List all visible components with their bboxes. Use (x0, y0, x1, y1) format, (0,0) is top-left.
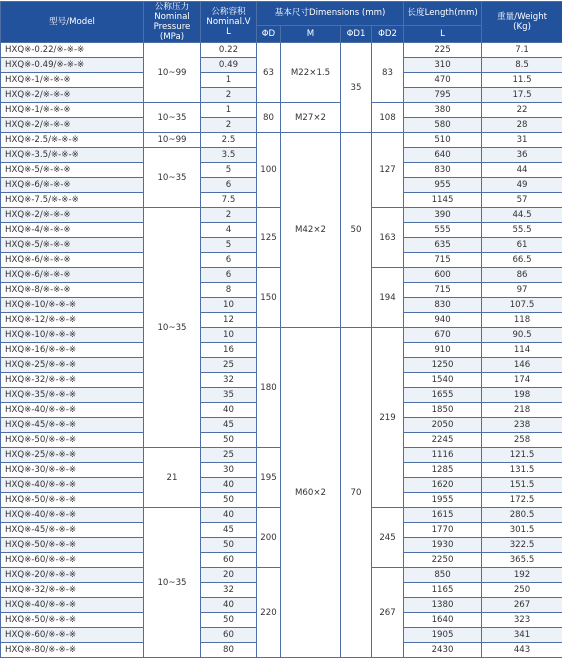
length-cell: 1615 (404, 508, 482, 523)
phi-d2-cell: 219 (372, 328, 404, 508)
volume-cell: 50 (201, 493, 257, 508)
model-cell: HXQ※-1/※-※-※ (1, 73, 144, 88)
model-cell: HXQ※-50/※-※-※ (1, 613, 144, 628)
weight-cell: 322.5 (482, 538, 562, 553)
length-cell: 2245 (404, 433, 482, 448)
volume-cell: 30 (201, 463, 257, 478)
length-cell: 1250 (404, 358, 482, 373)
weight-cell: 44.5 (482, 208, 562, 223)
volume-cell: 6 (201, 253, 257, 268)
model-cell: HXQ※-80/※-※-※ (1, 643, 144, 658)
header-pressure-line: (MPa) (159, 32, 185, 42)
volume-cell: 2 (201, 88, 257, 103)
length-cell: 555 (404, 223, 482, 238)
length-cell: 940 (404, 313, 482, 328)
pressure-cell: 10~99 (144, 43, 201, 103)
weight-cell: 17.5 (482, 88, 562, 103)
thread-m-cell: M42×2 (281, 133, 341, 328)
weight-cell: 443 (482, 643, 562, 658)
header-model: 型号/Model (1, 2, 144, 43)
length-cell: 830 (404, 163, 482, 178)
weight-cell: 192 (482, 568, 562, 583)
volume-cell: 10 (201, 328, 257, 343)
length-cell: 225 (404, 43, 482, 58)
volume-cell: 6 (201, 268, 257, 283)
pressure-cell: 10~35 (144, 148, 201, 208)
phi-d-cell: 195 (257, 448, 281, 508)
model-cell: HXQ※-1/※-※-※ (1, 103, 144, 118)
model-cell: HXQ※-2/※-※-※ (1, 118, 144, 133)
weight-cell: 114 (482, 343, 562, 358)
volume-cell: 50 (201, 538, 257, 553)
volume-cell: 50 (201, 613, 257, 628)
volume-cell: 6 (201, 178, 257, 193)
model-cell: HXQ※-45/※-※-※ (1, 523, 144, 538)
weight-cell: 238 (482, 418, 562, 433)
volume-cell: 60 (201, 553, 257, 568)
weight-cell: 323 (482, 613, 562, 628)
pressure-cell: 10~99 (144, 133, 201, 148)
weight-cell: 198 (482, 388, 562, 403)
header-pressure-line: 公称压力 (154, 2, 190, 12)
phi-d2-cell: 108 (372, 103, 404, 133)
phi-d1-cell: 50 (341, 133, 372, 328)
phi-d2-cell: 83 (372, 43, 404, 103)
weight-cell: 146 (482, 358, 562, 373)
length-cell: 1116 (404, 448, 482, 463)
length-cell: 2250 (404, 553, 482, 568)
phi-d-cell: 80 (257, 103, 281, 133)
model-cell: HXQ※-12/※-※-※ (1, 313, 144, 328)
weight-cell: 7.1 (482, 43, 562, 58)
thread-m-cell: M22×1.5 (281, 43, 341, 103)
volume-cell: 25 (201, 358, 257, 373)
weight-cell: 218 (482, 403, 562, 418)
volume-cell: 1 (201, 73, 257, 88)
weight-cell: 86 (482, 268, 562, 283)
length-cell: 715 (404, 283, 482, 298)
model-cell: HXQ※-45/※-※-※ (1, 418, 144, 433)
length-cell: 390 (404, 208, 482, 223)
weight-cell: 151.5 (482, 478, 562, 493)
volume-cell: 40 (201, 598, 257, 613)
length-cell: 1955 (404, 493, 482, 508)
table-row (1, 43, 562, 58)
table-header (1, 2, 562, 43)
phi-d2-cell: 163 (372, 208, 404, 268)
model-cell: HXQ※-3.5/※-※-※ (1, 148, 144, 163)
volume-cell: 25 (201, 448, 257, 463)
phi-d2-cell: 127 (372, 133, 404, 208)
phi-d-cell: 100 (257, 133, 281, 208)
length-cell: 470 (404, 73, 482, 88)
volume-cell: 0.49 (201, 58, 257, 73)
phi-d1-cell: 70 (341, 328, 372, 658)
phi-d2-cell: 194 (372, 268, 404, 328)
length-cell: 1540 (404, 373, 482, 388)
weight-cell: 121.5 (482, 448, 562, 463)
volume-cell: 2 (201, 208, 257, 223)
model-cell: HXQ※-60/※-※-※ (1, 553, 144, 568)
volume-cell: 4 (201, 223, 257, 238)
volume-cell: 3.5 (201, 148, 257, 163)
volume-cell: 7.5 (201, 193, 257, 208)
model-cell: HXQ※-8/※-※-※ (1, 283, 144, 298)
model-cell: HXQ※-25/※-※-※ (1, 358, 144, 373)
pressure-cell: 10~35 (144, 508, 201, 658)
header-pressure (144, 2, 201, 43)
phi-d-cell: 63 (257, 43, 281, 103)
header-volume-line: Nominal.V (206, 17, 251, 27)
header-dimensions: 基本尺寸Dimensions (mm) (257, 2, 404, 26)
weight-cell: 61 (482, 238, 562, 253)
model-cell: HXQ※-50/※-※-※ (1, 493, 144, 508)
length-cell: 380 (404, 103, 482, 118)
header-weight-line: 重量/Weight (497, 12, 548, 22)
volume-cell: 8 (201, 283, 257, 298)
phi-d-cell: 220 (257, 568, 281, 658)
weight-cell: 44 (482, 163, 562, 178)
length-cell: 1905 (404, 628, 482, 643)
volume-cell: 40 (201, 508, 257, 523)
weight-cell: 90.5 (482, 328, 562, 343)
length-cell: 635 (404, 238, 482, 253)
phi-d2-cell: 267 (372, 568, 404, 658)
header-volume-line: L (226, 27, 231, 37)
length-cell: 2430 (404, 643, 482, 658)
thread-m-cell: M60×2 (281, 328, 341, 658)
length-cell: 1285 (404, 463, 482, 478)
model-cell: HXQ※-50/※-※-※ (1, 538, 144, 553)
table-row (1, 103, 562, 118)
phi-d-cell: 180 (257, 328, 281, 448)
model-cell: HXQ※-20/※-※-※ (1, 568, 144, 583)
volume-cell: 20 (201, 568, 257, 583)
pressure-cell: 21 (144, 448, 201, 508)
volume-cell: 45 (201, 418, 257, 433)
length-cell: 310 (404, 58, 482, 73)
volume-cell: 35 (201, 388, 257, 403)
volume-cell: 5 (201, 163, 257, 178)
volume-cell: 50 (201, 433, 257, 448)
weight-cell: 267 (482, 598, 562, 613)
length-cell: 955 (404, 178, 482, 193)
header-weight (482, 2, 562, 43)
model-cell: HXQ※-30/※-※-※ (1, 463, 144, 478)
length-cell: 1145 (404, 193, 482, 208)
model-cell: HXQ※-7.5/※-※-※ (1, 193, 144, 208)
model-cell: HXQ※-40/※-※-※ (1, 403, 144, 418)
volume-cell: 0.22 (201, 43, 257, 58)
volume-cell: 12 (201, 313, 257, 328)
volume-cell: 45 (201, 523, 257, 538)
model-cell: HXQ※-2/※-※-※ (1, 208, 144, 223)
weight-cell: 57 (482, 193, 562, 208)
weight-cell: 31 (482, 133, 562, 148)
model-cell: HXQ※-5/※-※-※ (1, 163, 144, 178)
weight-cell: 11.5 (482, 73, 562, 88)
weight-cell: 258 (482, 433, 562, 448)
model-cell: HXQ※-50/※-※-※ (1, 433, 144, 448)
model-cell: HXQ※-2.5/※-※-※ (1, 133, 144, 148)
table-body (1, 43, 562, 658)
model-cell: HXQ※-40/※-※-※ (1, 508, 144, 523)
header-phi-d: ΦD (257, 25, 281, 42)
model-cell: HXQ※-16/※-※-※ (1, 343, 144, 358)
length-cell: 910 (404, 343, 482, 358)
model-cell: HXQ※-10/※-※-※ (1, 298, 144, 313)
length-cell: 1640 (404, 613, 482, 628)
phi-d2-cell: 245 (372, 508, 404, 568)
thread-m-cell: M27×2 (281, 103, 341, 133)
length-cell: 830 (404, 298, 482, 313)
phi-d1-cell: 35 (341, 43, 372, 133)
length-cell: 580 (404, 118, 482, 133)
volume-cell: 80 (201, 643, 257, 658)
weight-cell: 8.5 (482, 58, 562, 73)
header-phi-d1: ΦD1 (341, 25, 372, 42)
model-cell: HXQ※-0.22/※-※-※ (1, 43, 144, 58)
pressure-cell: 10~35 (144, 208, 201, 448)
length-cell: 600 (404, 268, 482, 283)
length-cell: 1770 (404, 523, 482, 538)
volume-cell: 60 (201, 628, 257, 643)
header-phi-d2: ΦD2 (372, 25, 404, 42)
weight-cell: 107.5 (482, 298, 562, 313)
volume-cell: 5 (201, 238, 257, 253)
model-cell: HXQ※-40/※-※-※ (1, 598, 144, 613)
weight-cell: 28 (482, 118, 562, 133)
length-cell: 1930 (404, 538, 482, 553)
model-cell: HXQ※-6/※-※-※ (1, 253, 144, 268)
length-cell: 510 (404, 133, 482, 148)
table-row (1, 328, 562, 343)
weight-cell: 280.5 (482, 508, 562, 523)
pressure-cell: 10~35 (144, 103, 201, 133)
header-m: M (281, 25, 341, 42)
model-cell: HXQ※-40/※-※-※ (1, 478, 144, 493)
header-pressure-line: Pressure (153, 22, 191, 32)
model-cell: HXQ※-25/※-※-※ (1, 448, 144, 463)
volume-cell: 32 (201, 373, 257, 388)
header-pressure-line: Nominal (154, 12, 190, 22)
length-cell: 2050 (404, 418, 482, 433)
header-volume (201, 2, 257, 43)
model-cell: HXQ※-32/※-※-※ (1, 373, 144, 388)
phi-d-cell: 150 (257, 268, 281, 328)
length-cell: 1655 (404, 388, 482, 403)
model-cell: HXQ※-6/※-※-※ (1, 178, 144, 193)
accumulator-spec-table (0, 1, 562, 658)
volume-cell: 2 (201, 118, 257, 133)
weight-cell: 301.5 (482, 523, 562, 538)
model-cell: HXQ※-6/※-※-※ (1, 268, 144, 283)
volume-cell: 10 (201, 298, 257, 313)
model-cell: HXQ※-60/※-※-※ (1, 628, 144, 643)
length-cell: 1165 (404, 583, 482, 598)
volume-cell: 1 (201, 103, 257, 118)
model-cell: HXQ※-0.49/※-※-※ (1, 58, 144, 73)
weight-cell: 49 (482, 178, 562, 193)
spec-table-wrapper (0, 1, 562, 658)
weight-cell: 66.5 (482, 253, 562, 268)
weight-cell: 55.5 (482, 223, 562, 238)
model-cell: HXQ※-5/※-※-※ (1, 238, 144, 253)
weight-cell: 365.5 (482, 553, 562, 568)
model-cell: HXQ※-35/※-※-※ (1, 388, 144, 403)
volume-cell: 40 (201, 403, 257, 418)
model-cell: HXQ※-32/※-※-※ (1, 583, 144, 598)
header-weight-line: (Kg) (513, 22, 531, 32)
weight-cell: 22 (482, 103, 562, 118)
length-cell: 715 (404, 253, 482, 268)
length-cell: 1850 (404, 403, 482, 418)
weight-cell: 36 (482, 148, 562, 163)
weight-cell: 131.5 (482, 463, 562, 478)
volume-cell: 2.5 (201, 133, 257, 148)
weight-cell: 250 (482, 583, 562, 598)
length-cell: 1380 (404, 598, 482, 613)
header-l: L (404, 25, 482, 42)
weight-cell: 174 (482, 373, 562, 388)
length-cell: 670 (404, 328, 482, 343)
length-cell: 850 (404, 568, 482, 583)
header-length: 长度Length(mm) (404, 2, 482, 26)
phi-d-cell: 125 (257, 208, 281, 268)
length-cell: 640 (404, 148, 482, 163)
table-row (1, 133, 562, 148)
volume-cell: 40 (201, 478, 257, 493)
length-cell: 795 (404, 88, 482, 103)
model-cell: HXQ※-10/※-※-※ (1, 328, 144, 343)
weight-cell: 97 (482, 283, 562, 298)
length-cell: 1620 (404, 478, 482, 493)
weight-cell: 172.5 (482, 493, 562, 508)
weight-cell: 118 (482, 313, 562, 328)
weight-cell: 341 (482, 628, 562, 643)
volume-cell: 16 (201, 343, 257, 358)
model-cell: HXQ※-2/※-※-※ (1, 88, 144, 103)
model-cell: HXQ※-4/※-※-※ (1, 223, 144, 238)
header-volume-line: 公称容积 (211, 7, 246, 17)
phi-d-cell: 200 (257, 508, 281, 568)
volume-cell: 32 (201, 583, 257, 598)
